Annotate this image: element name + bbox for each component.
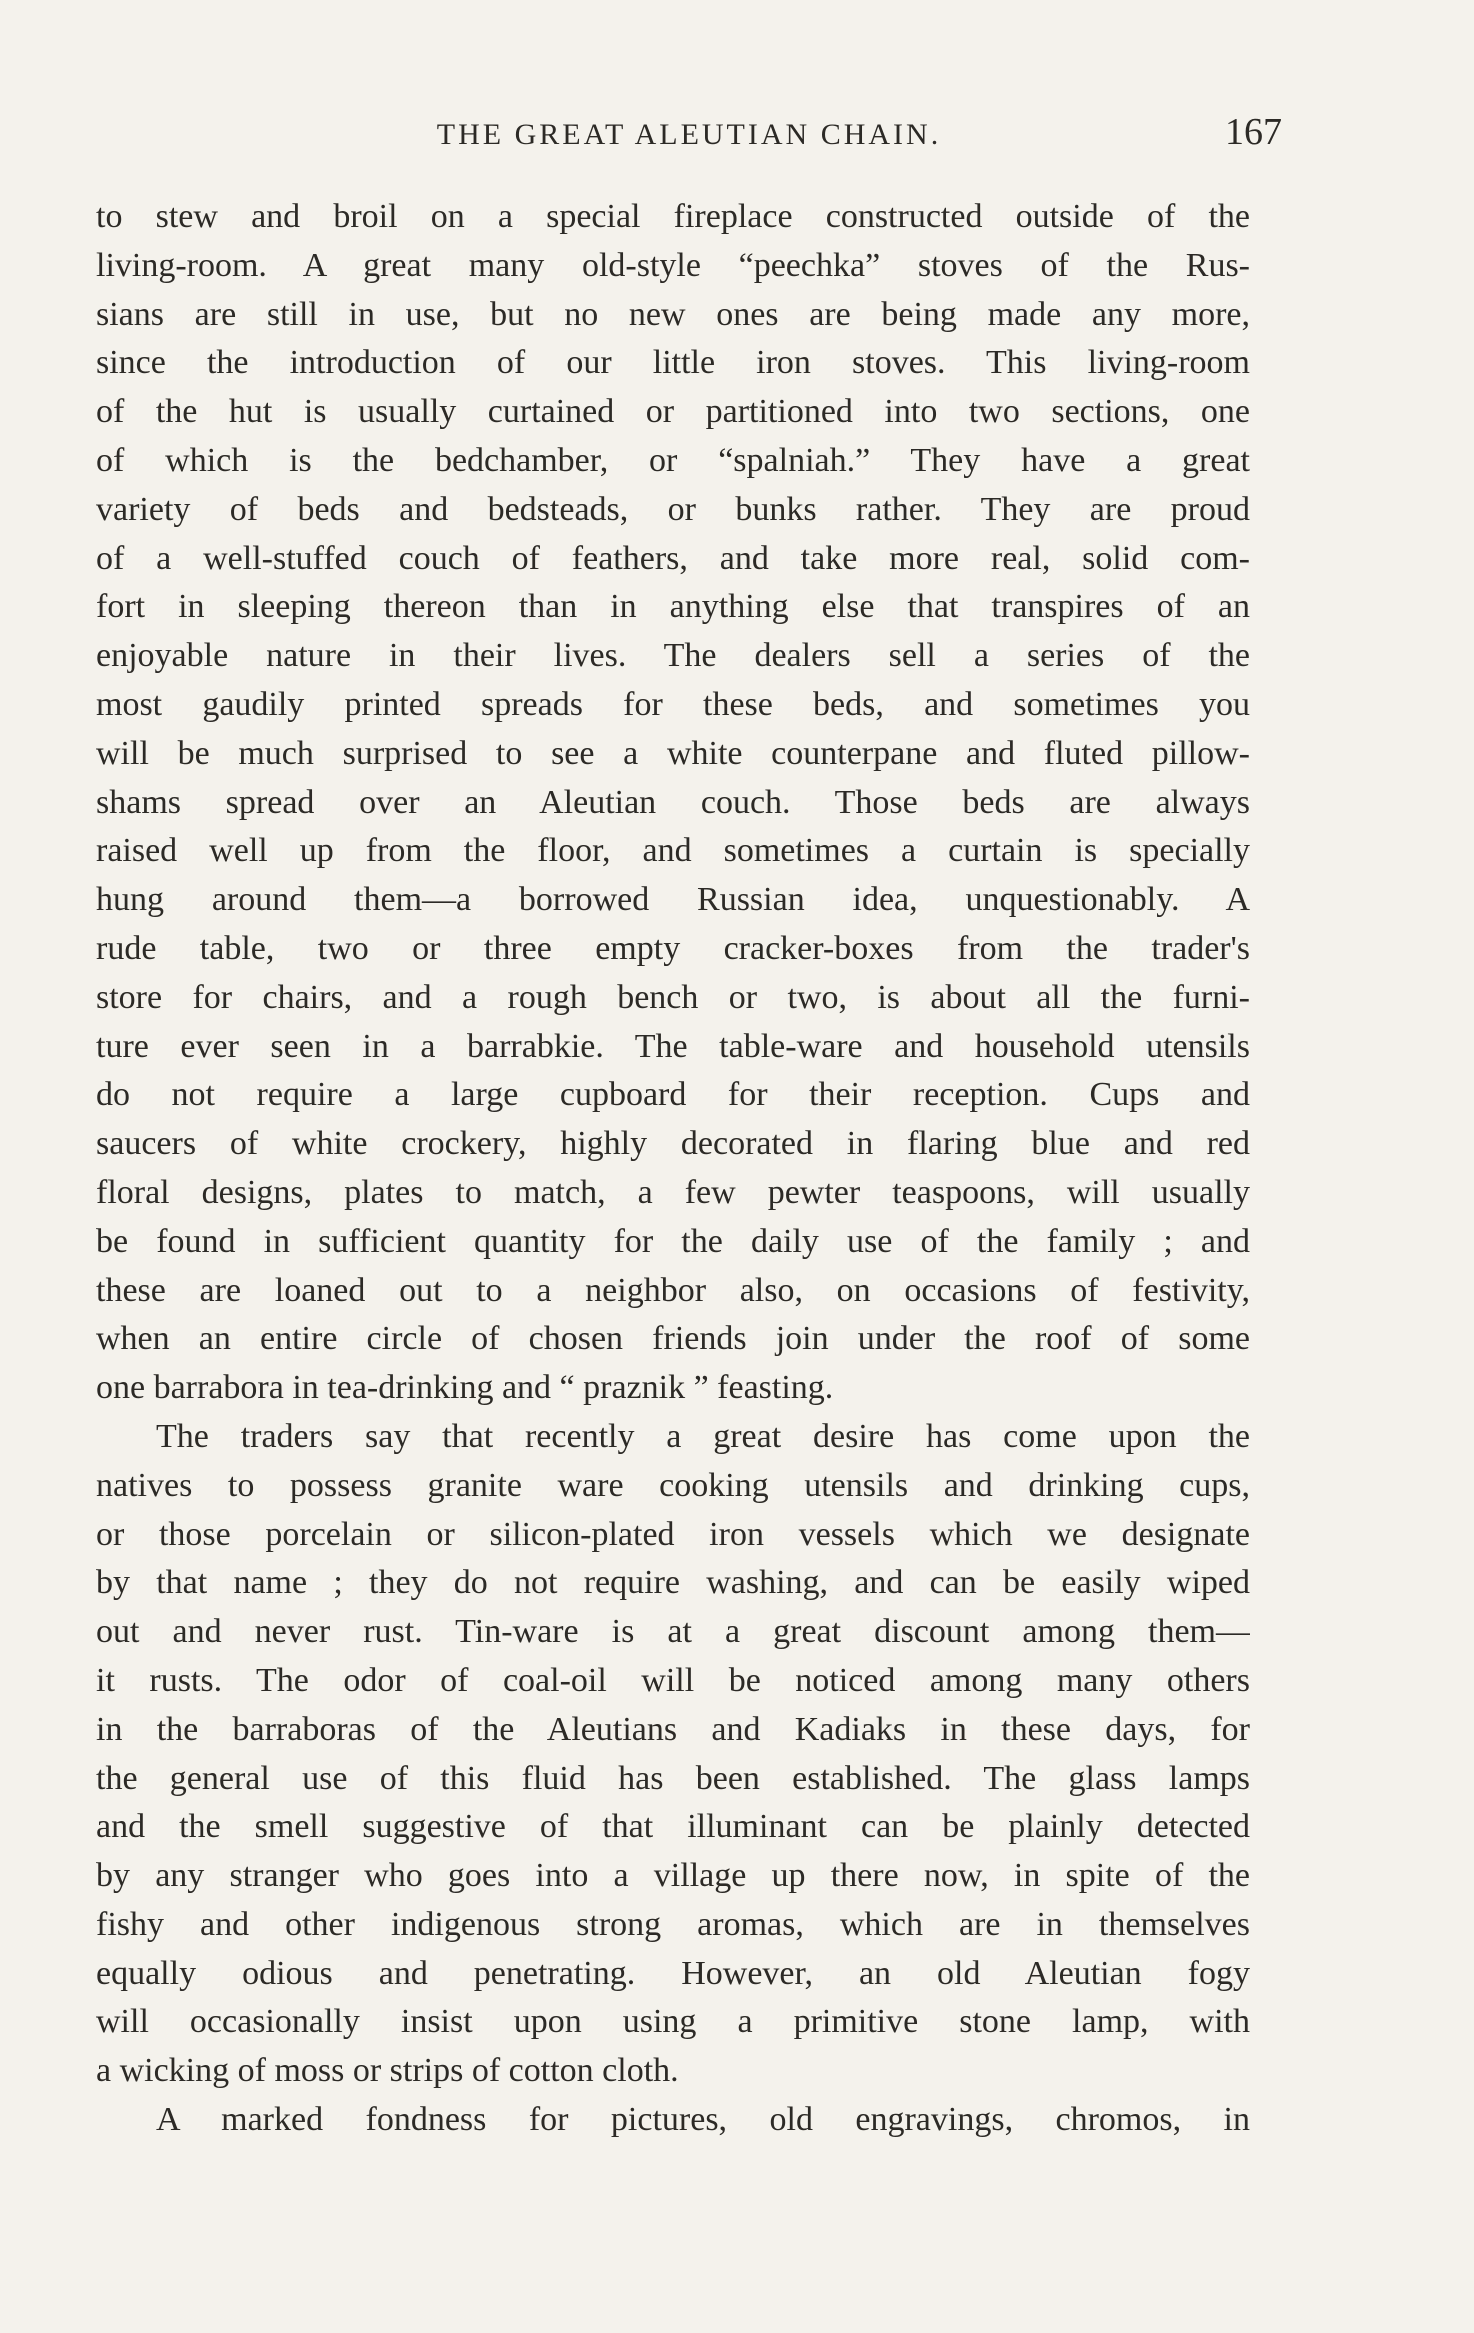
text-line: raised well up from the floor, and sometimes a curtain is specially xyxy=(96,832,1250,870)
text-line: out and never rust. Tin-ware is at a great discount among them— xyxy=(96,1613,1250,1651)
text-line: hung around them—a borrowed Russian idea, unquestionably. A xyxy=(96,881,1250,919)
text-line: ture ever seen in a barrabkie. The table-ware and household utensils xyxy=(96,1027,1250,1065)
text-line: will occasionally insist upon using a primitive stone lamp, with xyxy=(96,2003,1250,2041)
text-line: floral designs, plates to match, a few pewter teaspoons, will usually xyxy=(96,1173,1250,1211)
text-line: or those porcelain or silicon-plated iron vessels which we designate xyxy=(96,1515,1250,1553)
text-line: be found in sufficient quantity for the daily use of the family ; and xyxy=(96,1222,1250,1260)
paragraph-start-line: The traders say that recently a great desire has come upon the xyxy=(156,1417,1250,1455)
text-line: do not require a large cupboard for their reception. Cups and xyxy=(96,1076,1250,1114)
text-line: by that name ; they do not require washing, and can be easily wiped xyxy=(96,1564,1250,1602)
text-line: it rusts. The odor of coal-oil will be noticed among many others xyxy=(96,1661,1250,1699)
text-line: the general use of this fluid has been established. The glass lamps xyxy=(96,1759,1250,1797)
paragraph-start-line: A marked fondness for pictures, old engravings, chromos, in xyxy=(156,2101,1250,2139)
text-line: variety of beds and bedsteads, or bunks rather. They are proud xyxy=(96,490,1250,528)
text-line: store for chairs, and a rough bench or two, is about all the furni- xyxy=(96,978,1250,1016)
text-line: fort in sleeping thereon than in anything else that transpires of an xyxy=(96,588,1250,626)
text-line: and the smell suggestive of that illuminant can be plainly detected xyxy=(96,1808,1250,1846)
text-line: enjoyable nature in their lives. The dealers sell a series of the xyxy=(96,637,1250,675)
paragraph-end-line: a wicking of moss or strips of cotton cloth. xyxy=(96,2052,679,2090)
text-line: equally odious and penetrating. However, an old Aleutian fogy xyxy=(96,1954,1250,1992)
page-number: 167 xyxy=(1225,111,1282,153)
text-line: to stew and broil on a special fireplace constructed outside of the xyxy=(96,198,1250,235)
text-line: of the hut is usually curtained or partitioned into two sections, one xyxy=(96,393,1250,431)
text-line: will be much surprised to see a white counterpane and fluted pillow- xyxy=(96,734,1250,772)
text-line: in the barraboras of the Aleutians and Kadiaks in these days, for xyxy=(96,1710,1250,1748)
text-line: these are loaned out to a neighbor also, on occasions of festivity, xyxy=(96,1271,1250,1309)
text-line: of a well-stuffed couch of feathers, and take more real, solid com- xyxy=(96,539,1250,577)
text-line: of which is the bedchamber, or “spalniah.” They have a great xyxy=(96,441,1250,479)
text-line: most gaudily printed spreads for these beds, and sometimes you xyxy=(96,685,1250,723)
running-head xyxy=(96,110,1282,160)
text-line: natives to possess granite ware cooking utensils and drinking cups, xyxy=(96,1466,1250,1504)
text-line: shams spread over an Aleutian couch. Those beds are always xyxy=(96,783,1250,821)
text-line: saucers of white crockery, highly decorated in flaring blue and red xyxy=(96,1125,1250,1163)
text-line: when an entire circle of chosen friends join under the roof of some xyxy=(96,1320,1250,1358)
text-line: since the introduction of our little iron stoves. This living-room xyxy=(96,344,1250,382)
text-line: by any stranger who goes into a village up there now, in spite of the xyxy=(96,1857,1250,1895)
running-title: THE GREAT ALEUTIAN CHAIN. xyxy=(436,118,942,151)
text-line: sians are still in use, but no new ones are being made any more, xyxy=(96,295,1250,333)
paragraph-end-line: one barrabora in tea-drinking and “ praznik ” feasting. xyxy=(96,1369,834,1407)
text-line: living-room. A great many old-style “peechka” stoves of the Rus- xyxy=(96,246,1250,284)
body-text xyxy=(96,193,1250,2153)
text-line: rude table, two or three empty cracker-boxes from the trader's xyxy=(96,929,1250,967)
text-line: fishy and other indigenous strong aromas, which are in themselves xyxy=(96,1905,1250,1943)
